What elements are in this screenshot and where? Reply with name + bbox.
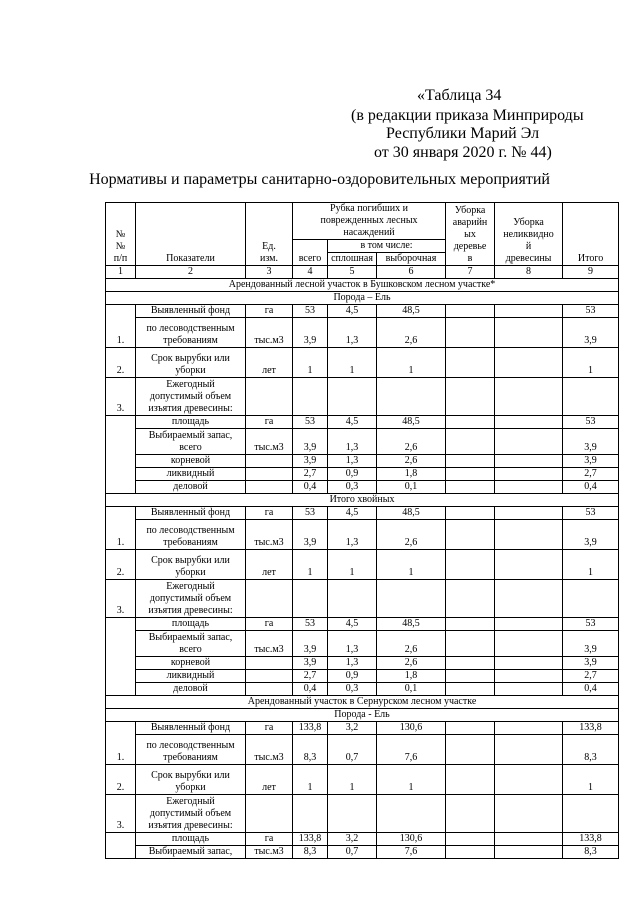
table-row xyxy=(106,765,619,795)
row-number xyxy=(106,833,136,859)
empty-cell xyxy=(446,429,495,455)
indicator-cell: Ежегодный допустимый объем изъятия древесины: xyxy=(136,378,246,416)
empty-cell xyxy=(293,795,328,833)
empty-cell xyxy=(446,455,495,468)
value-cell: 0,4 xyxy=(293,683,328,696)
value-cell: 8,3 xyxy=(293,846,328,859)
value-cell: 0,4 xyxy=(293,481,328,494)
row-number: 1. xyxy=(106,305,136,348)
empty-cell xyxy=(446,846,495,859)
value-cell: 133,8 xyxy=(293,722,328,735)
value-cell: 1 xyxy=(563,550,619,580)
subsection-row xyxy=(106,292,619,305)
table-row xyxy=(106,416,619,429)
header-total-cut: всего xyxy=(293,240,328,266)
value-cell: 130,6 xyxy=(377,722,446,735)
empty-cell xyxy=(495,455,563,468)
empty-cell xyxy=(446,683,495,696)
empty-cell xyxy=(246,683,293,696)
empty-cell xyxy=(495,580,563,618)
header-row-1 xyxy=(106,203,619,240)
value-cell: 53 xyxy=(293,305,328,318)
indicator-cell: Выявленный фонд xyxy=(136,507,246,520)
value-cell: 1,8 xyxy=(377,670,446,683)
section-row xyxy=(106,279,619,292)
value-cell: 1 xyxy=(377,550,446,580)
empty-cell xyxy=(246,468,293,481)
table-number-line: «Таблица 34 xyxy=(417,87,502,104)
value-cell: 48,5 xyxy=(377,507,446,520)
indicator-cell: площадь xyxy=(136,618,246,631)
table-row xyxy=(106,670,619,683)
unit-cell: лет xyxy=(246,765,293,795)
value-cell: 0,4 xyxy=(563,683,619,696)
empty-cell xyxy=(328,580,377,618)
empty-cell xyxy=(293,580,328,618)
value-cell: 7,6 xyxy=(377,846,446,859)
empty-cell xyxy=(495,631,563,657)
subsection-row xyxy=(106,494,619,507)
value-cell: 3,9 xyxy=(563,455,619,468)
indicator-cell: деловой xyxy=(136,683,246,696)
value-cell: 2,7 xyxy=(563,670,619,683)
value-cell: 53 xyxy=(293,507,328,520)
value-cell: 48,5 xyxy=(377,305,446,318)
indicator-cell: по лесоводственным требованиям xyxy=(136,520,246,550)
empty-cell xyxy=(246,670,293,683)
value-cell: 0,1 xyxy=(377,683,446,696)
value-cell: 1,3 xyxy=(328,429,377,455)
empty-cell xyxy=(246,580,293,618)
value-cell: 0,7 xyxy=(328,735,377,765)
value-cell: 2,6 xyxy=(377,520,446,550)
table-row xyxy=(106,507,619,520)
value-cell: 0,3 xyxy=(328,481,377,494)
value-cell: 3,9 xyxy=(563,429,619,455)
edition-line: (в редакции приказа Минприроды xyxy=(351,107,584,124)
unit-cell: тыс.м3 xyxy=(246,429,293,455)
empty-cell xyxy=(495,833,563,846)
value-cell: 1 xyxy=(328,550,377,580)
value-cell: 1,8 xyxy=(377,468,446,481)
empty-cell xyxy=(495,305,563,318)
value-cell: 4,5 xyxy=(328,507,377,520)
empty-cell xyxy=(446,833,495,846)
table-row xyxy=(106,735,619,753)
empty-cell xyxy=(495,657,563,670)
value-cell: 133,8 xyxy=(563,722,619,735)
empty-cell xyxy=(246,795,293,833)
value-cell: 2,6 xyxy=(377,455,446,468)
value-cell: 4,5 xyxy=(328,416,377,429)
value-cell: 0,1 xyxy=(377,481,446,494)
col-num: 9 xyxy=(563,266,619,279)
empty-cell xyxy=(446,378,495,416)
empty-cell xyxy=(446,416,495,429)
table-row xyxy=(106,618,619,631)
value-cell: 1,3 xyxy=(328,657,377,670)
indicator-cell: Выбираемый запас, всего xyxy=(136,631,246,657)
value-cell: 53 xyxy=(563,618,619,631)
header-unit: Ед. изм. xyxy=(246,203,293,266)
table-row xyxy=(106,657,619,670)
row-number xyxy=(106,618,136,696)
empty-cell xyxy=(446,507,495,520)
column-numbers-row xyxy=(106,266,619,279)
empty-cell xyxy=(446,735,495,765)
empty-cell xyxy=(495,846,563,859)
value-cell: 3,9 xyxy=(563,657,619,670)
empty-cell xyxy=(246,378,293,416)
indicator-cell: по лесоводственным требованиям xyxy=(136,318,246,348)
value-cell: 1 xyxy=(328,765,377,795)
empty-cell xyxy=(377,580,446,618)
value-cell: 48,5 xyxy=(377,416,446,429)
col-num: 1 xyxy=(106,266,136,279)
empty-cell xyxy=(495,481,563,494)
table-row xyxy=(106,455,619,468)
indicator-cell: Выбираемый запас, всего xyxy=(136,429,246,455)
col-num: 8 xyxy=(495,266,563,279)
indicator-cell: Выявленный фонд xyxy=(136,305,246,318)
value-cell: 8,3 xyxy=(563,846,619,859)
republic-line: Республики Марий Эл xyxy=(386,125,540,142)
empty-cell xyxy=(377,378,446,416)
indicator-cell: Срок вырубки или уборки xyxy=(136,348,246,378)
unit-cell: тыс.м3 xyxy=(246,318,293,348)
empty-cell xyxy=(446,631,495,657)
indicator-cell: ликвидный xyxy=(136,468,246,481)
header-no: № № п/п xyxy=(106,203,136,266)
value-cell: 53 xyxy=(563,416,619,429)
empty-cell xyxy=(446,722,495,735)
empty-cell xyxy=(495,550,563,580)
empty-cell xyxy=(495,318,563,348)
row-number: 2. xyxy=(106,348,136,378)
value-cell: 3,9 xyxy=(293,631,328,657)
value-cell: 53 xyxy=(563,305,619,318)
value-cell: 2,7 xyxy=(293,670,328,683)
value-cell: 133,8 xyxy=(563,833,619,846)
table-row xyxy=(106,683,619,696)
row-number: 3. xyxy=(106,795,136,833)
table-row xyxy=(106,378,619,416)
value-cell: 3,9 xyxy=(293,455,328,468)
date-line: от 30 января 2020 г. № 44) xyxy=(374,144,552,161)
value-cell: 1,3 xyxy=(328,318,377,348)
unit-cell: га xyxy=(246,833,293,846)
section-title: Арендованный лесной участок в Бушковском лесном участке* xyxy=(106,279,619,292)
table-row xyxy=(106,429,619,455)
indicator-cell: площадь xyxy=(136,833,246,846)
value-cell: 2,6 xyxy=(377,631,446,657)
value-cell: 3,9 xyxy=(563,318,619,348)
empty-cell xyxy=(495,618,563,631)
table-row xyxy=(106,833,619,846)
value-cell: 3,9 xyxy=(293,429,328,455)
value-cell: 2,6 xyxy=(377,318,446,348)
unit-cell: га xyxy=(246,722,293,735)
value-cell: 130,6 xyxy=(377,833,446,846)
empty-cell xyxy=(495,722,563,735)
value-cell: 0,9 xyxy=(328,468,377,481)
value-cell: 0,3 xyxy=(328,683,377,696)
value-cell: 53 xyxy=(293,618,328,631)
subsection-title: Порода – Ель xyxy=(106,292,619,305)
value-cell: 8,3 xyxy=(293,735,328,765)
unit-cell: га xyxy=(246,618,293,631)
empty-cell xyxy=(377,795,446,833)
indicator-cell: деловой xyxy=(136,481,246,494)
indicator-cell: Срок вырубки или уборки xyxy=(136,550,246,580)
header-indicator: Показатели xyxy=(136,203,246,266)
table-row xyxy=(106,795,619,833)
row-number: 2. xyxy=(106,550,136,580)
indicator-cell: по лесоводственным требованиям xyxy=(136,735,246,765)
empty-cell xyxy=(246,481,293,494)
header-selective: выборочная xyxy=(377,253,446,266)
empty-cell xyxy=(495,670,563,683)
value-cell: 3,2 xyxy=(328,833,377,846)
value-cell: 4,5 xyxy=(328,305,377,318)
norms-table xyxy=(105,202,619,859)
value-cell: 1,3 xyxy=(328,631,377,657)
col-num: 2 xyxy=(136,266,246,279)
value-cell: 3,9 xyxy=(293,657,328,670)
value-cell: 53 xyxy=(293,416,328,429)
header-cleanup-emergency: Уборка аварийн ых деревье в xyxy=(446,203,495,266)
indicator-cell: корневой xyxy=(136,455,246,468)
empty-cell xyxy=(495,683,563,696)
subsection-title: Итого хвойных xyxy=(106,494,619,507)
section-title: Арендованный участок в Сернурском лесном участке xyxy=(106,696,619,709)
value-cell: 2,7 xyxy=(293,468,328,481)
empty-cell xyxy=(293,378,328,416)
header-incl: в том числе: xyxy=(328,240,446,253)
value-cell: 1 xyxy=(563,348,619,378)
unit-cell: га xyxy=(246,507,293,520)
indicator-cell: Срок вырубки или уборки xyxy=(136,765,246,795)
indicator-cell: Выбираемый запас, xyxy=(136,846,246,859)
empty-cell xyxy=(446,318,495,348)
table-row xyxy=(106,580,619,618)
col-num: 6 xyxy=(377,266,446,279)
header-itogo: Итого xyxy=(563,203,619,266)
indicator-cell: ликвидный xyxy=(136,670,246,683)
empty-cell xyxy=(563,378,619,416)
empty-cell xyxy=(446,657,495,670)
header-solid: сплошная xyxy=(328,253,377,266)
indicator-cell: Выявленный фонд xyxy=(136,722,246,735)
subsection-title: Порода - Ель xyxy=(106,709,619,722)
value-cell: 2,6 xyxy=(377,657,446,670)
value-cell: 7,6 xyxy=(377,735,446,765)
unit-cell: лет xyxy=(246,550,293,580)
header-cut-group: Рубка погибших и поврежденных лесных насаждений xyxy=(293,203,446,240)
section-row xyxy=(106,696,619,709)
empty-cell xyxy=(328,795,377,833)
value-cell: 2,7 xyxy=(563,468,619,481)
table-row xyxy=(106,318,619,336)
row-number: 1. xyxy=(106,722,136,765)
empty-cell xyxy=(495,416,563,429)
empty-cell xyxy=(563,580,619,618)
empty-cell xyxy=(495,429,563,455)
table-row xyxy=(106,305,619,318)
empty-cell xyxy=(495,348,563,378)
value-cell: 3,2 xyxy=(328,722,377,735)
empty-cell xyxy=(495,507,563,520)
empty-cell xyxy=(246,657,293,670)
value-cell: 53 xyxy=(563,507,619,520)
table-row xyxy=(106,348,619,378)
empty-cell xyxy=(446,481,495,494)
value-cell: 1,3 xyxy=(328,520,377,550)
col-num: 4 xyxy=(293,266,328,279)
value-cell: 1 xyxy=(293,550,328,580)
subsection-row xyxy=(106,709,619,722)
table-row xyxy=(106,520,619,538)
empty-cell xyxy=(446,670,495,683)
value-cell: 0,9 xyxy=(328,670,377,683)
value-cell: 3,9 xyxy=(293,318,328,348)
col-num: 3 xyxy=(246,266,293,279)
unit-cell: тыс.м3 xyxy=(246,520,293,550)
empty-cell xyxy=(495,520,563,550)
unit-cell: тыс.м3 xyxy=(246,631,293,657)
row-number: 1. xyxy=(106,507,136,550)
header-cleanup-nonliquid: Уборка неликвидно й древесины xyxy=(495,203,563,266)
empty-cell xyxy=(446,348,495,378)
empty-cell xyxy=(563,795,619,833)
table-row xyxy=(106,550,619,580)
indicator-cell: площадь xyxy=(136,416,246,429)
row-number: 2. xyxy=(106,765,136,795)
value-cell: 48,5 xyxy=(377,618,446,631)
table-row xyxy=(106,722,619,735)
value-cell: 1 xyxy=(377,348,446,378)
empty-cell xyxy=(495,735,563,765)
empty-cell xyxy=(446,580,495,618)
row-number: 3. xyxy=(106,580,136,618)
col-num: 5 xyxy=(328,266,377,279)
value-cell: 1,3 xyxy=(328,455,377,468)
value-cell: 1 xyxy=(328,348,377,378)
value-cell: 1 xyxy=(293,348,328,378)
unit-cell: тыс.м3 xyxy=(246,846,293,859)
empty-cell xyxy=(246,455,293,468)
row-number xyxy=(106,416,136,494)
empty-cell xyxy=(495,795,563,833)
page-title: Нормативы и параметры санитарно-оздоровительных мероприятий xyxy=(89,171,550,188)
value-cell: 3,9 xyxy=(563,520,619,550)
value-cell: 4,5 xyxy=(328,618,377,631)
empty-cell xyxy=(495,378,563,416)
unit-cell: га xyxy=(246,305,293,318)
value-cell: 2,6 xyxy=(377,429,446,455)
table-row xyxy=(106,468,619,481)
value-cell: 8,3 xyxy=(563,735,619,765)
empty-cell xyxy=(446,305,495,318)
indicator-cell: Ежегодный допустимый объем изъятия древесины: xyxy=(136,795,246,833)
value-cell: 1 xyxy=(563,765,619,795)
empty-cell xyxy=(495,468,563,481)
value-cell: 3,9 xyxy=(293,520,328,550)
table-row xyxy=(106,481,619,494)
empty-cell xyxy=(495,765,563,795)
empty-cell xyxy=(446,795,495,833)
value-cell: 133,8 xyxy=(293,833,328,846)
value-cell: 1 xyxy=(377,765,446,795)
empty-cell xyxy=(446,468,495,481)
empty-cell xyxy=(446,520,495,550)
empty-cell xyxy=(328,378,377,416)
value-cell: 1 xyxy=(293,765,328,795)
empty-cell xyxy=(446,550,495,580)
value-cell: 0,4 xyxy=(563,481,619,494)
indicator-cell: корневой xyxy=(136,657,246,670)
table-row xyxy=(106,846,619,859)
unit-cell: га xyxy=(246,416,293,429)
value-cell: 0,7 xyxy=(328,846,377,859)
unit-cell: тыс.м3 xyxy=(246,735,293,765)
table-row xyxy=(106,631,619,657)
row-number: 3. xyxy=(106,378,136,416)
empty-cell xyxy=(446,618,495,631)
indicator-cell: Ежегодный допустимый объем изъятия древесины: xyxy=(136,580,246,618)
value-cell: 3,9 xyxy=(563,631,619,657)
empty-cell xyxy=(446,765,495,795)
unit-cell: лет xyxy=(246,348,293,378)
col-num: 7 xyxy=(446,266,495,279)
